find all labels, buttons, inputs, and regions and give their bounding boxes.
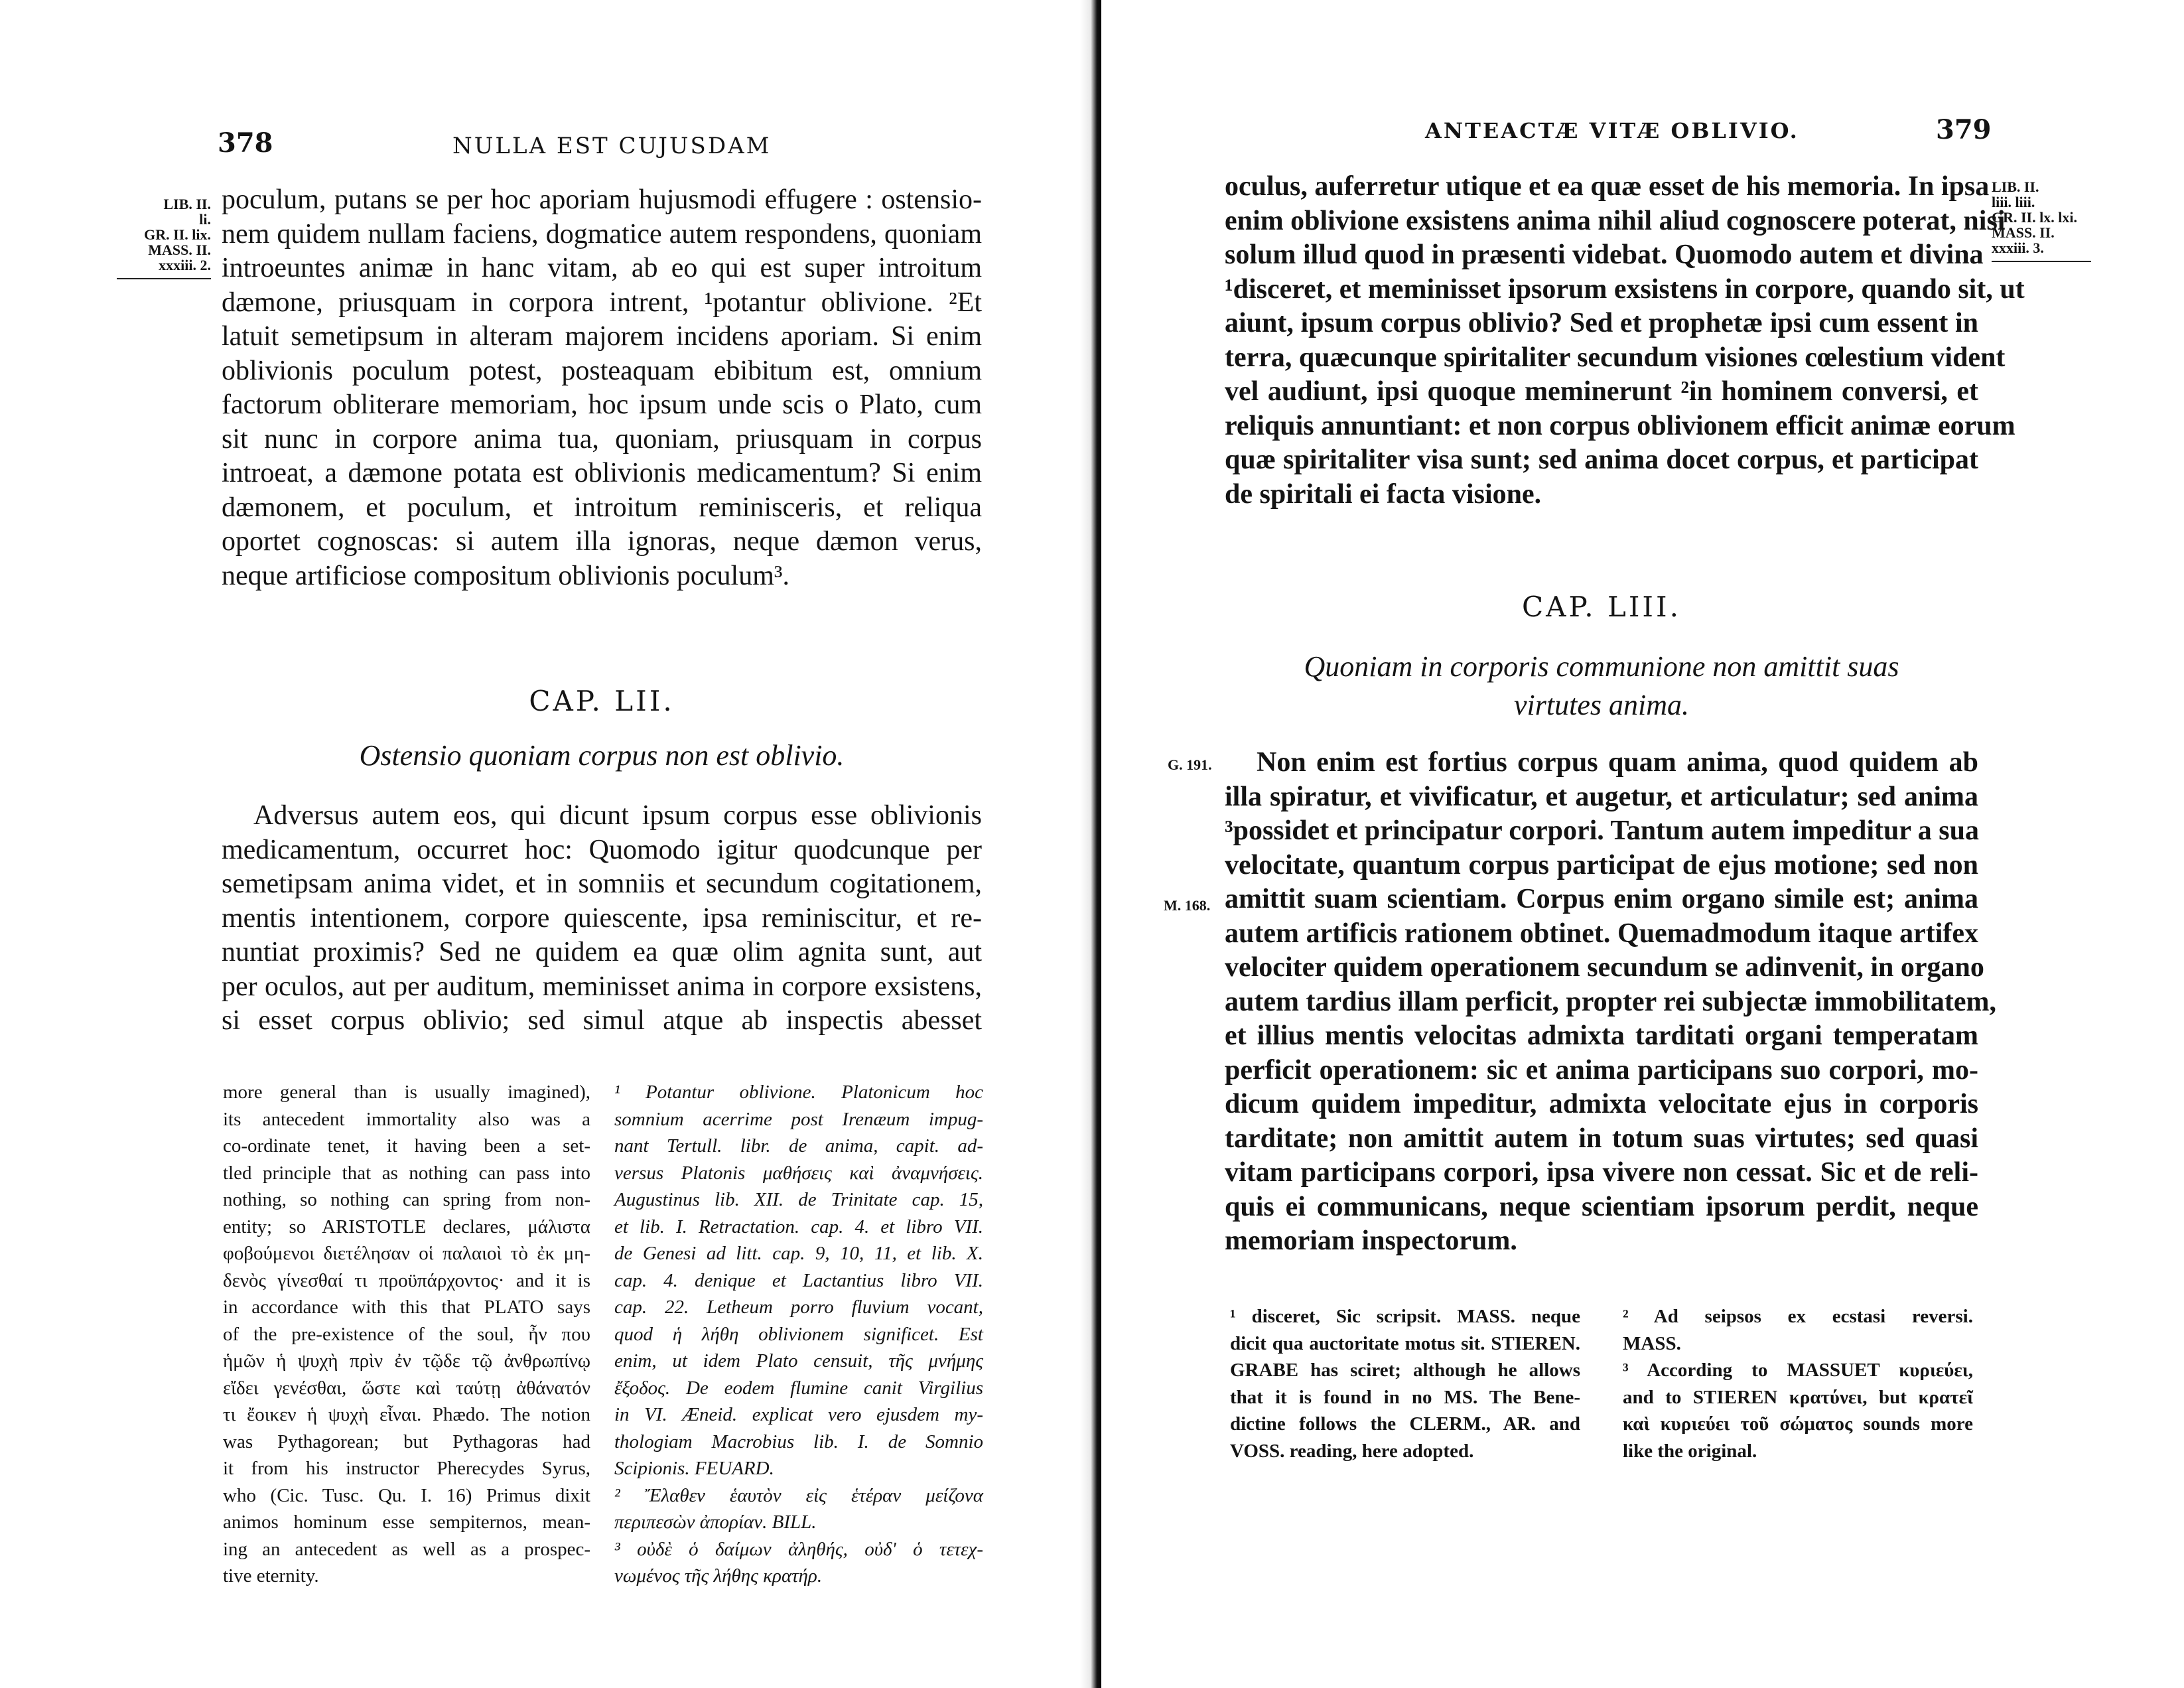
text-line: introeat, a dæmone potata est oblivionis medicamentum? Si enim [222,458,982,488]
footnote-line: and to STIEREN κρατύνει, but κρατεῖ [1623,1386,1973,1408]
text-line: amittit suam scientiam. Corpus enim organo simile est; anima [1225,884,1978,914]
footnote-line: et lib. I. Retractation. cap. 4. et libro VII. [614,1216,983,1237]
left-page [0,0,1088,1688]
text-line: ¹disceret, et meminisset ipsorum exsistens in corpore, quando sit, ut [1225,273,2025,305]
footnote-line: of the pre-existence of the soul, ἦν που [223,1323,590,1345]
footnote-line: νωμένος τῆς λήθης κρατήρ. [614,1565,823,1586]
text-line: latuit semetipsum in alteram majorem incidens aporiam. Si enim [222,321,982,352]
text-line: Adversus autem eos, qui dicunt ipsum corpus esse oblivionis [253,800,982,831]
footnote-line: cap. 22. Letheum porro fluvium vocant, [614,1297,983,1318]
text-line: per oculos, aut per auditum, meminisset anima in corpore exsistens, [222,971,982,1002]
text-line: oblivionis poculum potest, posteaquam ebibitum est, omnium [222,355,982,386]
footnote-line: who (Cic. Tusc. Qu. I. 16) Primus dixit [223,1484,590,1506]
footnote-line: somnium acerrime post Irenæum impug- [614,1108,983,1130]
text-line: semetipsam anima videt, et in somniis et secundum cogitationem, [222,869,982,899]
footnote-line: ἔξοδος. De eodem flumine canit Virgilius [614,1377,983,1399]
chapter-subtitle-line: Quoniam in corporis communione non amittit suas [1304,650,1899,683]
footnote-line: ² Ad seipsos ex ecstasi reversi. [1623,1306,1973,1327]
text-line: quis ei communicans, neque scientiam ipsorum perdit, neque [1225,1191,1978,1222]
footnote-line: more general than is usually imagined), [223,1082,590,1103]
text-line: velocitate, quantum corpus participat de ejus motione; sed non [1225,849,1978,880]
footnote-line: in VI. Æneid. explicat vero ejusdem my- [614,1404,983,1425]
footnote-line: like the original. [1623,1440,1757,1462]
footnote-line: Scipionis. FEUARD. [614,1458,774,1479]
margin-note-line: LIB. II. [163,196,211,212]
footnote-line: MASS. [1623,1332,1681,1354]
text-line: dæmonem, et poculum, et introitum reminisceris, et reliqua [222,492,982,523]
running-head: ANTEACTÆ VITÆ OBLIVIO. [1425,118,1799,143]
paragraph-2 [222,799,982,1038]
footnote-line: nothing, so nothing can spring from non- [223,1189,590,1210]
text-line: oportet cognoscas: si autem illa ignoras, neque dæmon verus, [222,526,982,557]
footnote-line: δενὸς γίνεσθαί τι προϋπάρχοντος· and it is [223,1269,590,1291]
footnote-line: co-ordinate tenet, it having been a set- [223,1135,590,1157]
text-line: aiunt, ipsum corpus oblivio? Sed et prophetæ ipsi cum essent in [1225,308,1978,338]
text-line: poculum, putans se per hoc aporiam hujusmodi effugere : ostensio- [222,184,982,215]
text-line: nuntiat proximis? Sed ne quidem ea quæ olim agnita sunt, aut [222,937,982,967]
right-page [1101,0,2184,1688]
chapter-title: CAP. LIII. [1522,591,1681,623]
footnote-line: animos hominum esse sempiternos, mean- [223,1512,590,1533]
footnote-line: enim, ut idem Plato censuit, τῆς μνήμης [614,1350,983,1372]
footnote-line: tled principle that as nothing can pass into [223,1162,590,1184]
footnote-line: ³ οὐδὲ ὁ δαίμων ἀληθής, οὐδ' ὁ τετεχ- [614,1538,983,1560]
margin-note-line: MASS. II. [1992,224,2055,241]
footnote-line: de Genesi ad litt. cap. 9, 10, 11, et lib. X. [614,1243,983,1264]
margin-note-line: MASS. II. [148,242,211,258]
footnote-line: VOSS. reading, here adopted. [1230,1440,1474,1462]
footnote-line: quod ἡ λήθη oblivionem significet. Est [614,1323,983,1345]
text-line: perficit operationem: sic et anima participans suo corpori, mo- [1225,1054,1978,1086]
footnote-line: cap. 4. denique et Lactantius libro VII. [614,1269,983,1291]
margin-note [117,196,211,279]
footnote-line: dicit qua auctoritate motus sit. STIEREN. [1230,1332,1580,1354]
footnote-line: tive eternity. [223,1565,319,1586]
side-mark-g: G. 191. [1168,756,1212,773]
text-line: autem artificis rationem obtinet. Quemadmodum itaque artifex [1225,918,1978,949]
text-line: ³possidet et principatur corpori. Tantum autem impeditur a sua [1225,815,1979,846]
margin-note-rule [117,278,211,279]
text-line: enim oblivione exsistens anima nihil aliud cognoscere poterat, nisi [1225,205,2006,236]
text-line: si esset corpus oblivio; sed simul atque ab inspectis abesset [222,1005,982,1036]
margin-note-line: liii. liii. [1992,194,2035,210]
footnote-line: φοβούμενοι διετέλησαν οἱ παλαιοὶ τὸ ἐκ μη- [223,1243,590,1264]
text-line: nem quidem nullam faciens, dogmatice autem respondens, quoniam [222,218,982,249]
footnote-line: ¹ Potantur oblivione. Platonicum hoc [614,1082,983,1103]
paragraph-2 [1225,746,1996,1259]
footnote-line: in accordance with this that PLATO says [223,1297,590,1318]
chapter-subtitle: Ostensio quoniam corpus non est oblivio. [359,739,845,772]
text-line: neque artificiose compositum oblivionis poculum³. [222,560,789,591]
text-line: sit nunc in corpore anima tua, quoniam, priusquam in corpus [222,423,982,455]
paragraph-1 [222,183,982,593]
text-line: introeuntes animæ in hanc vitam, ab eo qui est super introitum [222,253,982,283]
text-line: de spiritali ei facta visione. [1225,478,1542,510]
footnote-line: Augustinus lib. XII. de Trinitate cap. 15, [614,1189,983,1210]
margin-note-line: xxxiii. 2. [159,257,211,273]
text-line: autem tardius illam perficit, propter rei subjectæ immobilitatem, [1225,986,1996,1017]
footnote-line: εἴδει γενέσθαι, ὥστε καὶ ταύτῃ ἀθάνατόν [223,1377,590,1399]
chapter-subtitle [1225,648,1978,725]
margin-note-line: li. [199,211,211,228]
footnote-line: nant Tertull. libr. de anima, capit. ad- [614,1135,983,1157]
footnote-line: entity; so ARISTOTLE declares, μάλιστα [223,1216,590,1237]
footnote-line: ¹ disceret, Sic scripsit. MASS. neque [1230,1306,1580,1327]
text-line: factorum obliterare memoriam, hoc ipsum unde scis o Plato, cum [222,389,982,420]
margin-note-line: GR. II. lix. [144,226,211,243]
footnote-column [1230,1303,1580,1464]
footnote-column [614,1079,983,1590]
text-line: oculus, auferretur utique et ea quæ esset de his memoria. In ipsa [1225,171,1990,202]
side-mark-m: M. 168. [1164,897,1211,914]
text-line: et illius mentis velocitas admixta tarditati organi temperatam [1225,1020,1978,1051]
text-line: terra, quæcunque spiritaliter secundum visiones cœlestium vident [1225,342,2006,373]
text-line: velociter quidem operationem secundum se adinvenit, in organo [1225,952,1984,983]
footnote-line: that it is found in no MS. The Bene- [1230,1386,1580,1408]
footnote-line: GRABE has sciret; although he allows [1230,1360,1580,1381]
text-line: illa spiratur, et vivificatur, et augetur, et articulatur; sed anima [1225,781,1978,812]
text-line: vitam participans corpori, ipsa vivere non cessat. Sic et de reli- [1225,1157,1978,1188]
text-line: dicum quidem impeditur, admixta velocitate ejus in corporis [1225,1089,1978,1119]
text-line: mentis intentionem, corpore quiescente, ipsa reminiscitur, et re- [222,902,982,934]
footnote-line: καὶ κυριεύει τοῦ σώματος sounds more [1623,1413,1973,1435]
footnote-line: was Pythagorean; but Pythagoras had [223,1431,590,1452]
footnote-line: ³ According to MASSUET κυριεύει, [1623,1360,1973,1381]
margin-note-rule [1992,261,2091,262]
page-number: 378 [218,127,273,159]
footnote-line: περιπεσὼν ἀπορίαν. BILL. [614,1512,817,1533]
page-number: 379 [1936,114,1992,145]
text-line: Non enim est fortius corpus quam anima, quod quidem ab [1257,747,1978,778]
text-line: solum illud quod in præsenti videbat. Quomodo autem et divina [1225,240,1984,270]
text-line: medicamentum, occurret hoc: Quomodo igitur quodcunque per [222,834,982,865]
footnote-line: it from his instructor Pherecydes Syrus, [223,1458,590,1479]
margin-note-line: xxxiii. 3. [1992,240,2044,256]
text-line: vel audiunt, ipsi quoque meminerunt ²in hominem conversi, et [1225,376,1978,407]
margin-note-line: LIB. II. [1992,178,2039,195]
footnote-line: ing an antecedent as well as a prospec- [223,1538,590,1560]
running-head: NULLA EST CUJUSDAM [452,133,772,159]
margin-note [1992,179,2091,262]
text-line: quæ spiritaliter visa sunt; sed anima docet corpus, et participat [1225,445,1978,475]
chapter-title: CAP. LII. [529,685,675,717]
footnote-column [223,1079,590,1590]
footnote-line: versus Platonis μαθήσεις καὶ ἀναμνήσεις. [614,1162,983,1184]
text-line: tarditate; non amittit autem in totum suas virtutes; sed quasi [1225,1123,1978,1154]
footnote-line: ² Ἔλαθεν ἑαυτὸν εἰς ἑτέραν μείζονα [614,1484,983,1506]
footnote-line: dictine follows the CLERM., AR. and [1230,1413,1580,1435]
chapter-subtitle-line: virtutes anima. [1514,689,1689,721]
footnote-column [1623,1303,1973,1464]
text-line: memoriam inspectorum. [1225,1226,1517,1256]
footnote-line: ἡμῶν ἡ ψυχὴ πρὶν ἐν τῷδε τῷ ἀνθρωπίνῳ [223,1350,590,1372]
text-line: dæmone, priusquam in corpora intrent, ¹potantur oblivione. ²Et [222,287,982,318]
text-line: reliquis annuntiant: et non corpus oblivionem efficit animæ eorum [1225,410,2015,441]
footnote-line: thologiam Macrobius lib. I. de Somnio [614,1431,983,1452]
footnote-line: its antecedent immortality also was a [223,1108,590,1130]
margin-note-line: GR. II. lx. lxi. [1992,209,2077,226]
footnote-line: τι ἔοικεν ἡ ψυχὴ εἶναι. Phædo. The notion [223,1404,590,1425]
